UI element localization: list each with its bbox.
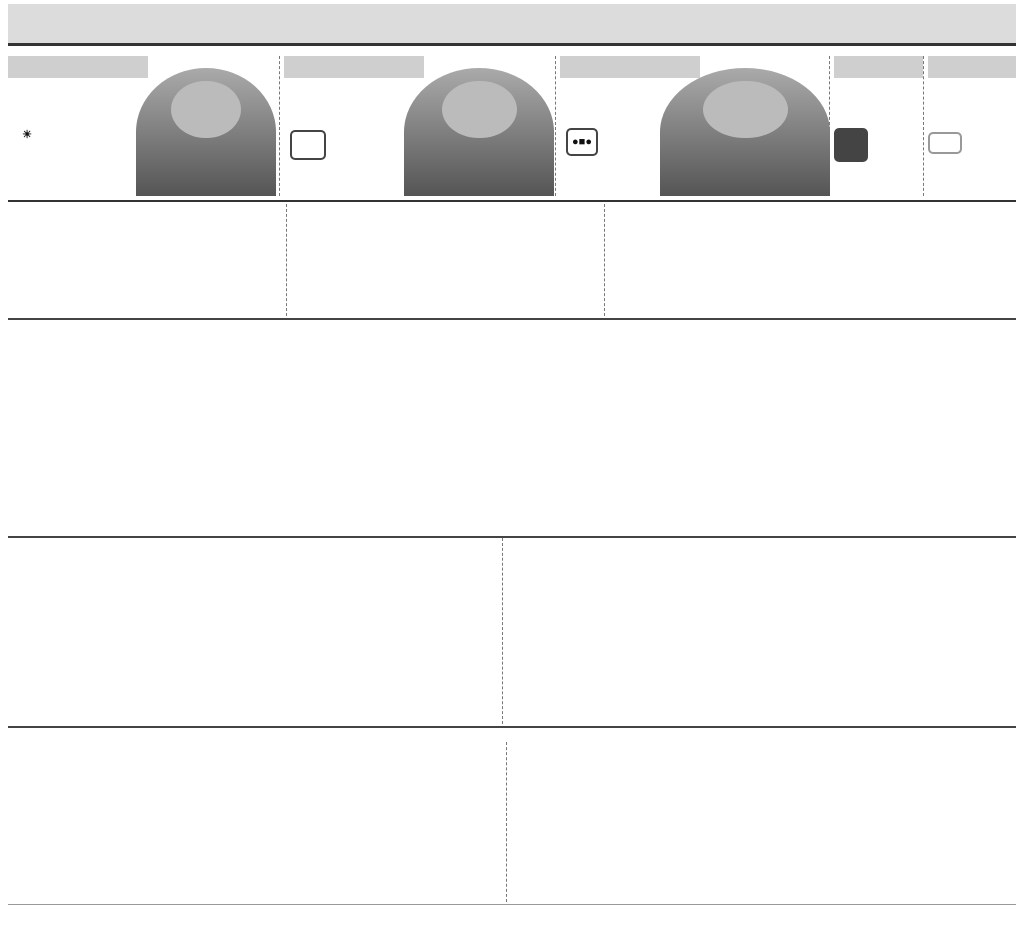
pan-logo-icon [290,130,326,160]
pasc-logo-icon [834,128,868,162]
prd-logo-icon: ☀ [22,129,32,141]
candidate-name [834,56,923,78]
candidate-photo [404,68,554,196]
candidate-name [560,56,700,78]
candidates-strip [8,56,1016,196]
candidate-calderon [284,56,556,196]
candidate-madrazo [560,56,830,196]
candidate-photo [660,68,830,196]
candidate-name [284,56,424,78]
candidate-mercado [834,56,924,196]
candidate-name [928,56,1016,78]
pri-prd-logo-icon: ●■● [566,128,598,156]
page-title [8,4,1016,46]
candidate-amlo [8,56,280,196]
panal-logo-icon [928,132,962,154]
candidate-name [8,56,148,78]
candidate-campa [928,56,1016,196]
candidate-photo [136,68,276,196]
